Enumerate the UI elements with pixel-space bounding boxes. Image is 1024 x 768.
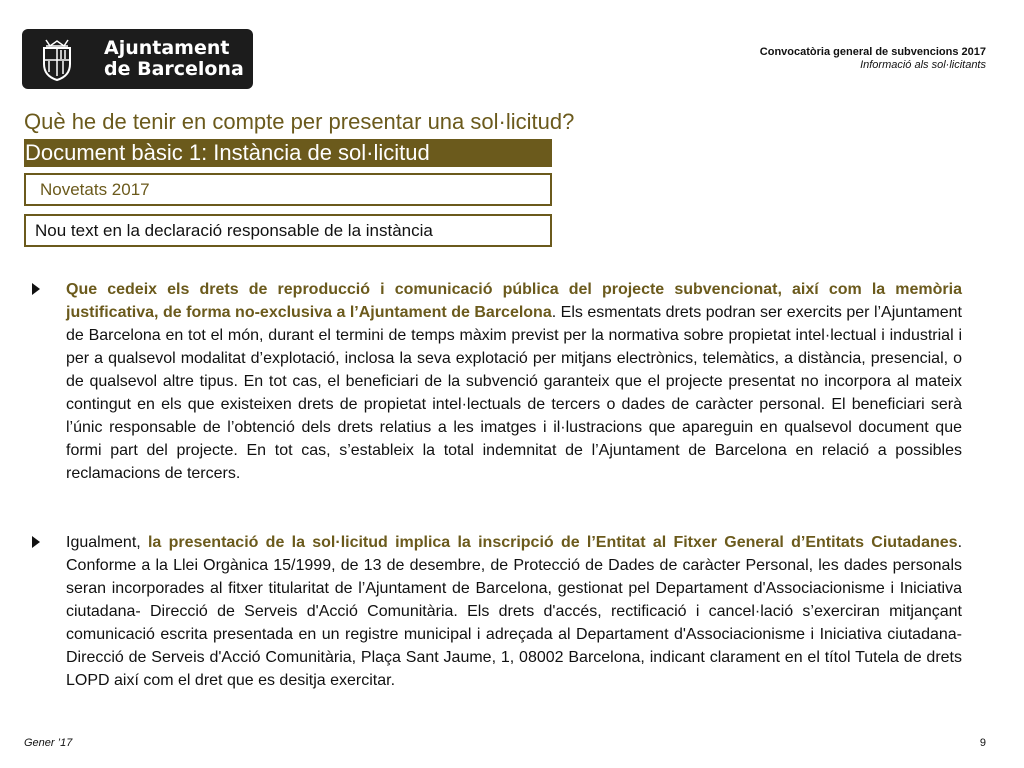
ajuntament-logo [22, 29, 253, 89]
logo-line-1: Ajuntament [104, 37, 230, 59]
barcelona-crest-icon [34, 36, 80, 82]
header-info [760, 46, 986, 72]
paragraph-1-highlight: Que cedeix els drets de reproducció i comunicació pública del projecte subvencionat, així com la memòria justificativa, de forma no-exclusiva a l’Ajuntament de Barcelona [66, 281, 962, 321]
novetats-box: Novetats 2017 [24, 173, 552, 206]
triangle-bullet-icon [30, 282, 42, 296]
logo-line-2: de Barcelona [104, 58, 244, 80]
footer-date: Gener ’17 [24, 737, 73, 749]
document-title: Document bàsic 1: Instància de sol·licitud [24, 139, 552, 167]
paragraph-2-highlight: la presentació de la sol·licitud implica la inscripció de l’Entitat al Fitxer General d’Entitats Ciutadanes [147, 534, 958, 551]
question-title: Què he de tenir en compte per presentar una sol·licitud? [24, 109, 575, 134]
paragraph-2-lead: Igualment, [66, 534, 148, 551]
paragraph-1-text: . Els esmentats drets podran ser exercits per l’Ajuntament de Barcelona en tot el món, durant el termini de temps màxim previst per la normativa sobre propietat intel·lectual i industrial i per a qualsevol modalitat d’explotació, inclosa la seva explotació per mitjans electrònics, telemàtics, a distància, presencial, o de qualsevol altre tipus. En tot cas, el beneficiari de la subvenció garanteix que el projecte presentat no incorpora al mateix contingut en els que existeixen drets de propietat intel·lectuals de tercers o dades de caràcter personal. El beneficiari serà l’únic responsable de l’obtenció dels drets relatius a les imatges i il·lustracions que apareguin en qualsevol document que formi part del projecte. En tot cas, s’estableix la total indemnitat de l’Ajuntament de Barcelona en relació a possibles reclamacions de tercers. [66, 304, 962, 482]
paragraph-1 [66, 278, 962, 485]
page-number: 9 [979, 737, 986, 749]
triangle-bullet-icon [30, 535, 42, 549]
nou-text-box: Nou text en la declaració responsable de la instància [24, 214, 552, 247]
header-title: Convocatòria general de subvencions 2017 [759, 46, 986, 58]
header-subtitle: Informació als sol·licitants [860, 59, 986, 71]
paragraph-2-text: . Conforme a la Llei Orgànica 15/1999, de 13 de desembre, de Protecció de Dades de caràcter Personal, les dades personals seran incorporades al fitxer titularitat de l’Ajuntament de Barcelona, gestionat pel Departament d'Associacionisme i Iniciativa ciutadana- Direcció de Serveis d'Acció Comunitària. Els drets d'accés, rectificació i cancel·lació s’exerciran mitjançant comunicació escrita presentada en un registre municipal i adreçada al Departament d'Associacionisme i Iniciativa ciutadana- Direcció de Serveis d'Acció Comunitària, Plaça Sant Jaume, 1, 08002 Barcelona, indicant clarament en el títol Tutela de drets LOPD així com el dret que es desitja exercitar. [66, 534, 963, 689]
logo-text [104, 38, 244, 80]
paragraph-2 [66, 531, 962, 692]
